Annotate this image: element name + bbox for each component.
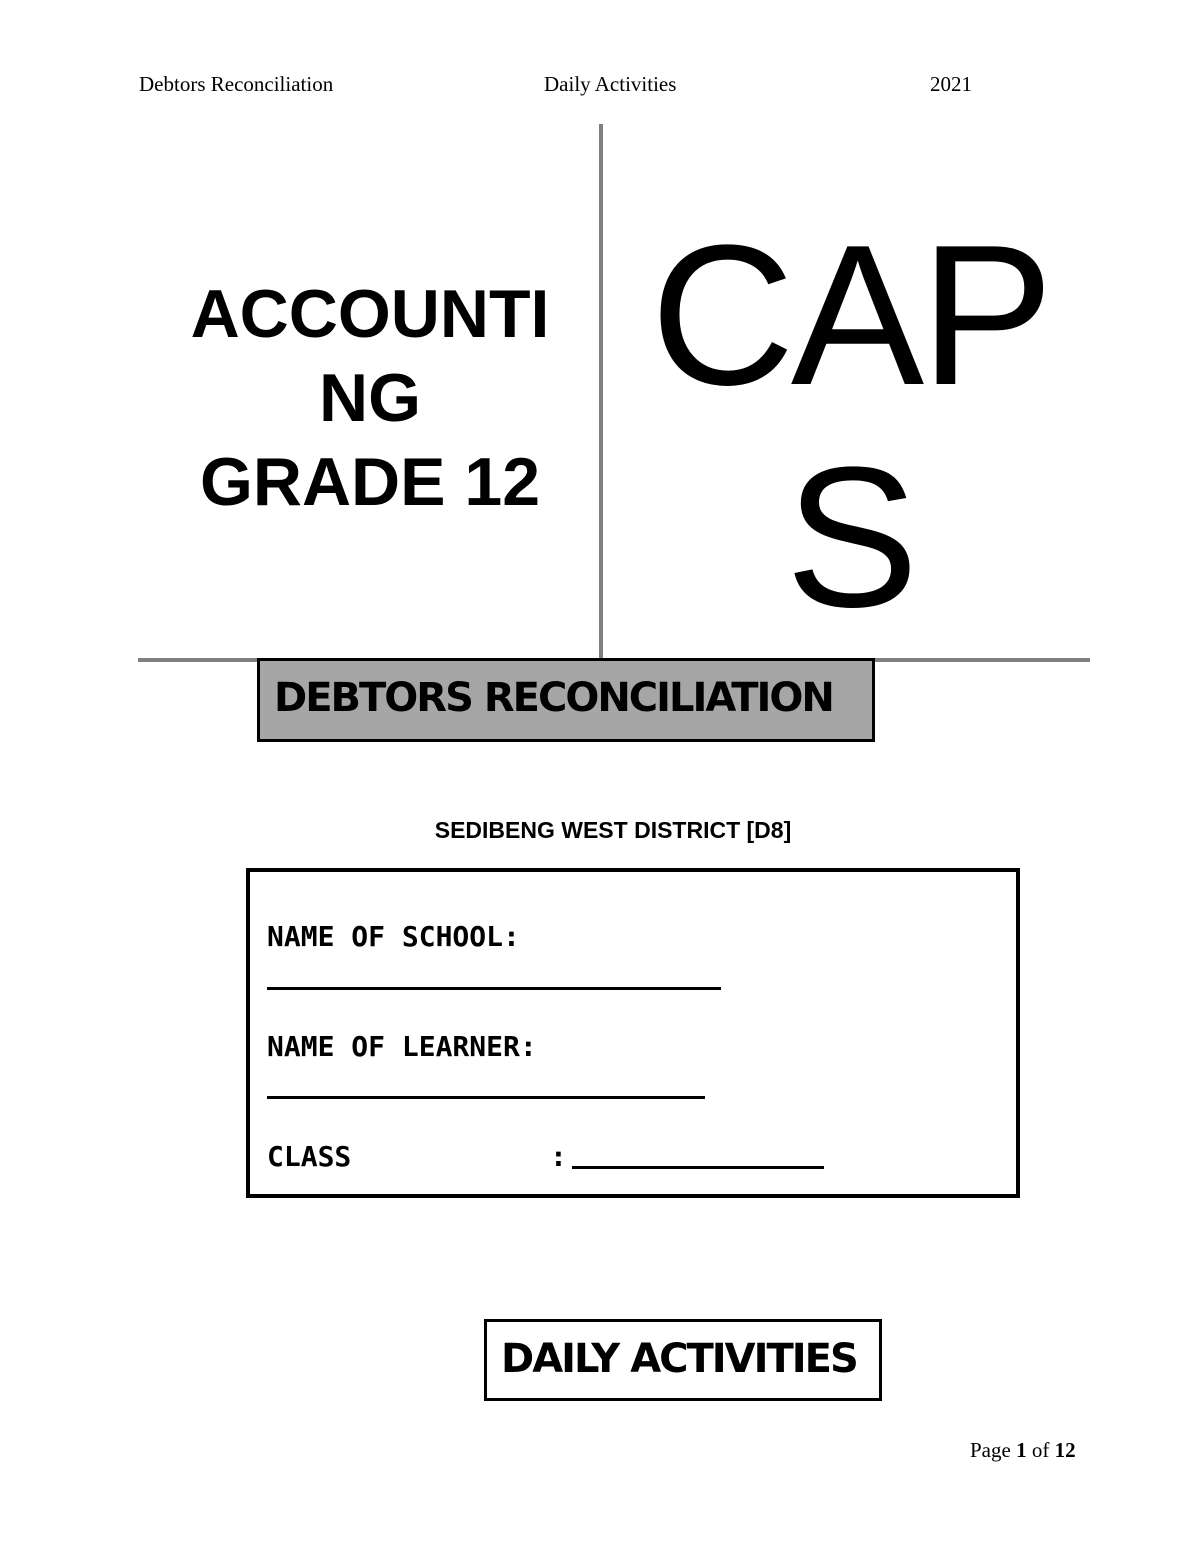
learner-name-label: NAME OF LEARNER: [267, 1030, 537, 1063]
header-year: 2021 [930, 72, 972, 96]
page-number [970, 1438, 1076, 1463]
curriculum-line-1: CAP [650, 204, 1050, 427]
page-of: of [1031, 1438, 1050, 1462]
district-name: SEDIBENG WEST DISTRICT [D8] [434, 817, 792, 843]
page-prefix: Page [970, 1438, 1011, 1462]
learner-info-form [246, 868, 1020, 1198]
class-field[interactable] [572, 1166, 824, 1169]
subject-line-2: NG [319, 360, 421, 436]
class-label: CLASS [267, 1140, 352, 1173]
subject-line-3: GRADE 12 [199, 444, 541, 520]
school-name-field[interactable] [267, 987, 721, 990]
school-name-label: NAME OF SCHOOL: [267, 920, 520, 953]
learner-name-field[interactable] [267, 1096, 705, 1099]
class-separator: : [550, 1140, 567, 1173]
activity-title: DAILY ACTIVITIES [501, 1336, 857, 1382]
subject-title [160, 272, 580, 524]
curriculum-title [640, 205, 1060, 649]
page-current: 1 [1016, 1438, 1027, 1462]
topic-banner [257, 658, 875, 742]
vertical-divider [599, 124, 603, 660]
header-center-text: Daily Activities [544, 72, 677, 96]
page-total: 12 [1054, 1438, 1076, 1462]
curriculum-line-2: S [785, 426, 915, 649]
subject-line-1: ACCOUNTI [190, 276, 550, 352]
activity-banner [484, 1319, 882, 1401]
topic-title: DEBTORS RECONCILIATION [274, 675, 833, 721]
header-left-text: Debtors Reconciliation [139, 72, 334, 96]
